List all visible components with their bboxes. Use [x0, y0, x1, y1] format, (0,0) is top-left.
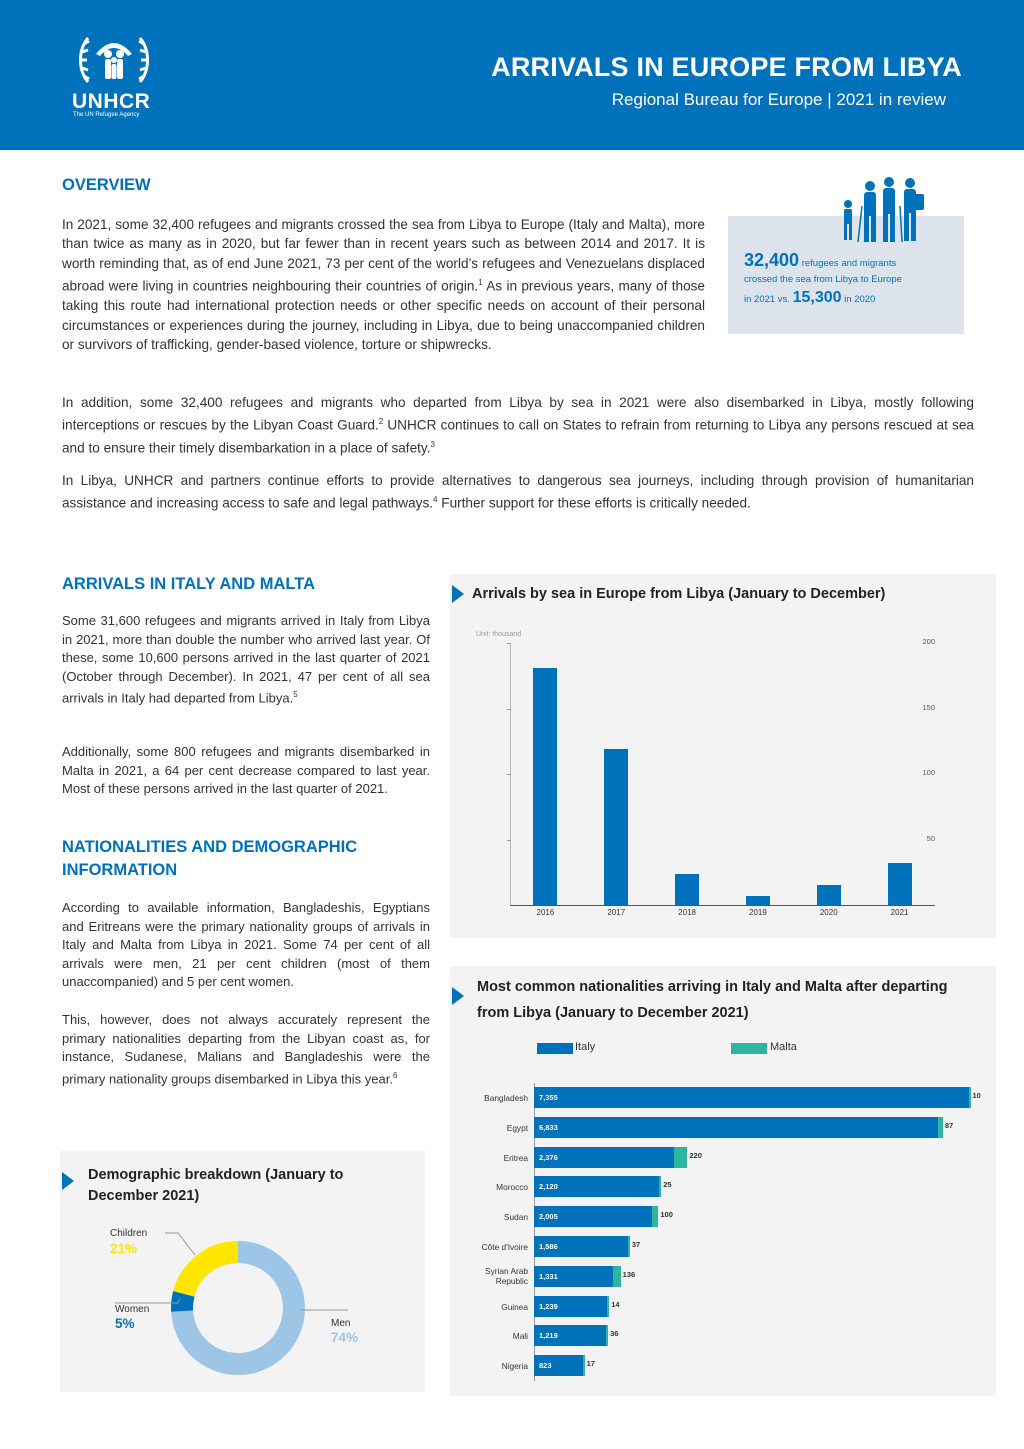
people-group-icon	[840, 176, 930, 246]
x-tick-label: 2020	[819, 908, 838, 917]
italy-malta-paragraph-1: Some 31,600 refugees and migrants arrived in Italy from Libya in 2021, more than double the number who arrived last year. Of these, some 10,600 persons arrived in the last quarter of 2021 (October through December). In 2021, 47 per cent of all sea arrivals in Italy had departed from Libya.$^5$	[62, 613, 430, 706]
bar-value-italy: 1,331	[539, 1271, 558, 1281]
bar-value-malta: 100	[660, 1210, 673, 1220]
category-label: Côte d'Ivoire	[481, 1242, 528, 1252]
nationalities-chart-panel	[450, 966, 996, 1396]
bar-value-malta: 87	[944, 1120, 954, 1130]
nationalities-heading-line-1: NATIONALITIES AND DEMOGRAPHIC	[62, 838, 358, 856]
unhcr-logo[interactable]	[68, 30, 160, 125]
bar-value-italy: 823	[539, 1361, 552, 1371]
bar-malta	[652, 1206, 658, 1227]
bar-malta	[969, 1087, 971, 1108]
stat-line-1	[744, 250, 896, 271]
stat-text-1: refugees and migrants	[801, 258, 897, 269]
stat-value-2020: 15,300	[792, 289, 842, 306]
y-tick-label: 50	[926, 833, 935, 843]
legend-swatch-italy	[537, 1043, 573, 1054]
category-label: Egypt	[506, 1122, 528, 1133]
overview-paragraph-3: In Libya, UNHCR and partners continue efforts to provide alternatives to dangerous sea journeys, including through provision of humanitarian assistance and increasing access to safe and legal pathways.$^4$ Further support for these efforts is critically needed.	[62, 473, 974, 511]
donut-label-men: Men	[331, 1318, 351, 1329]
stat-text-2: crossed the sea from Libya to Europe	[744, 274, 902, 285]
bar-value-malta: 25	[663, 1180, 672, 1190]
overview-heading: OVERVIEW	[62, 176, 151, 194]
category-label: Bangladesh	[484, 1093, 528, 1103]
page-subtitle: Regional Bureau for Europe | 2021 in review	[611, 90, 946, 109]
y-tick-label: 200	[922, 637, 935, 646]
bar	[746, 896, 770, 905]
nationalities-paragraph-1: According to available information, Bangladeshis, Egyptians and Eritreans were the primary nationality groups of arrivals in Italy and Malta from Libya in 2021. Some 74 per cent of all arrivals were men, 21 per cent children (most of them unaccompanied) and 5 per cent women.	[62, 900, 430, 990]
y-tick-mark	[507, 774, 511, 775]
bar-value-malta: 10	[972, 1091, 981, 1100]
donut-pct-women: 5%	[115, 1316, 135, 1331]
bar-malta	[674, 1147, 687, 1168]
y-tick-mark	[507, 643, 511, 644]
bar	[533, 668, 557, 905]
category-label: Mali	[512, 1331, 528, 1342]
y-tick-mark	[507, 840, 511, 841]
nationalities-paragraph-2: This, however, does not always accurately represent the primary nationalities departing from the Libyan coast as, for instance, Sudanese, Malians and Bangladeshis were the primary nationality groups disembarked in Libya this year.$^6$	[62, 1012, 430, 1087]
category-label: Guinea	[501, 1301, 528, 1312]
nationalities-heading-line-2: INFORMATION	[62, 861, 178, 879]
legend-label-italy: Italy	[575, 1041, 596, 1053]
category-label: Eritrea	[503, 1152, 528, 1163]
bar-value-malta: 14	[611, 1299, 620, 1309]
bar-italy	[534, 1117, 938, 1138]
arrivals-chart-title: Arrivals by sea in Europe from Libya (January to December)	[472, 586, 886, 602]
y-tick-label: 100	[922, 768, 935, 777]
bar-value-italy: 7,355	[539, 1093, 558, 1102]
bar-value-italy: 2,005	[539, 1212, 558, 1222]
category-label: Sudan	[504, 1212, 528, 1223]
bar-malta	[628, 1236, 630, 1257]
bar-value-malta: 37	[631, 1240, 641, 1249]
x-tick-label: 2018	[678, 908, 696, 917]
bar	[888, 863, 912, 905]
bar-malta	[938, 1117, 943, 1138]
legend-swatch-malta	[731, 1043, 767, 1054]
donut-pct-children: 21%	[110, 1241, 138, 1256]
bar-value-italy: 1,219	[539, 1331, 558, 1341]
bar-value-italy: 2,376	[539, 1152, 558, 1162]
donut-pct-men: 74%	[331, 1330, 359, 1345]
bar-malta	[606, 1325, 608, 1346]
x-tick-label: 2019	[749, 908, 767, 917]
italy-malta-heading: ARRIVALS IN ITALY AND MALTA	[62, 575, 315, 593]
bar-malta	[607, 1296, 609, 1317]
bar	[675, 874, 699, 905]
chart-marker-icon	[452, 987, 464, 1005]
italy-malta-paragraph-2: Additionally, some 800 refugees and migrants disembarked in Malta in 2021, a 64 per cent decrease compared to last year. Most of these persons arrived in the last quarter of 2021.	[62, 744, 430, 797]
chart-marker-icon	[62, 1172, 74, 1190]
donut-label-children: Children	[110, 1228, 148, 1239]
bar-value-malta: 220	[689, 1150, 702, 1160]
nationalities-chart-title: Most common nationalities arriving in Italy and Malta after departing from Libya (January to December 2021)	[477, 979, 948, 1021]
x-axis-line	[510, 905, 935, 906]
x-tick-label: 2016	[536, 908, 555, 917]
overview-paragraph-2: In addition, some 32,400 refugees and migrants who departed from Libya by sea in 2021 were also disembarked in Libya, mostly following interceptions or rescues by the Libyan Coast Guard.$^2$ UNHCR continues to call on States to refrain from returning to Libya any persons rescued at sea and to ensure their timely disembarkation in a place of safety.$^3$	[62, 395, 974, 456]
bar-value-italy: 6,833	[539, 1122, 558, 1132]
y-tick-mark	[507, 709, 511, 710]
bar-malta	[613, 1266, 621, 1287]
bar-value-malta: 17	[586, 1359, 595, 1369]
x-tick-label: 2021	[890, 908, 909, 917]
arrivals-chart-panel	[450, 574, 996, 938]
bar	[604, 749, 628, 905]
demographic-chart-title: Demographic breakdown (January to December 2021)	[88, 1167, 344, 1204]
arrivals-chart-unit: Unit: thousand	[476, 631, 522, 638]
donut-label-women: Women	[115, 1304, 150, 1315]
bar-value-malta: 36	[610, 1329, 619, 1339]
chart-marker-icon	[452, 585, 464, 603]
category-label: Morocco	[496, 1182, 528, 1193]
stat-text-3: in 2021 vs.	[744, 294, 790, 305]
x-tick-label: 2017	[607, 908, 626, 917]
header-banner	[0, 0, 1024, 150]
stat-value-2021: 32,400	[744, 250, 800, 270]
stat-line-3	[744, 289, 875, 307]
legend-label-malta: Malta	[770, 1041, 797, 1053]
bar-malta	[583, 1355, 585, 1376]
y-tick-label: 150	[922, 702, 935, 712]
bar-value-italy: 1,586	[539, 1242, 558, 1251]
bar	[817, 885, 841, 905]
stat-text-4: in 2020	[844, 294, 876, 305]
logo-subtext: The UN Refugee Agency	[73, 112, 140, 118]
category-label: Syrian Arab Republic	[485, 1265, 528, 1286]
bar-italy	[534, 1087, 969, 1108]
bar-malta	[659, 1176, 661, 1197]
bar-value-italy: 2,120	[539, 1182, 558, 1192]
category-label: Nigeria	[501, 1361, 528, 1372]
unhcr-emblem-icon	[74, 30, 154, 90]
bar-value-malta: 136	[622, 1269, 636, 1279]
bar-value-italy: 1,239	[539, 1301, 558, 1311]
logo-text: UNHCR	[72, 90, 151, 113]
page-title: ARRIVALS IN EUROPE FROM LIBYA	[491, 52, 962, 82]
overview-paragraph-1: In 2021, some 32,400 refugees and migrants crossed the sea from Libya to Europe (Italy and Malta), more than twice as many as in 2020, but far fewer than in recent years such as between 2014 and 2017. It is worth reminding that, as of end June 2021, 73 per cent of the world’s refugees and Venezuelans displaced abroad were living in countries neighbouring their countries of origin.$^1$ As in previous years, many of those taking this route had international protection needs or other specific needs on account of their personal circumstances or experiences during the journey, including in Libya, due to being unaccompanied children or survivors of trafficking, gender-based violence, torture or shipwrecks.	[62, 217, 705, 352]
